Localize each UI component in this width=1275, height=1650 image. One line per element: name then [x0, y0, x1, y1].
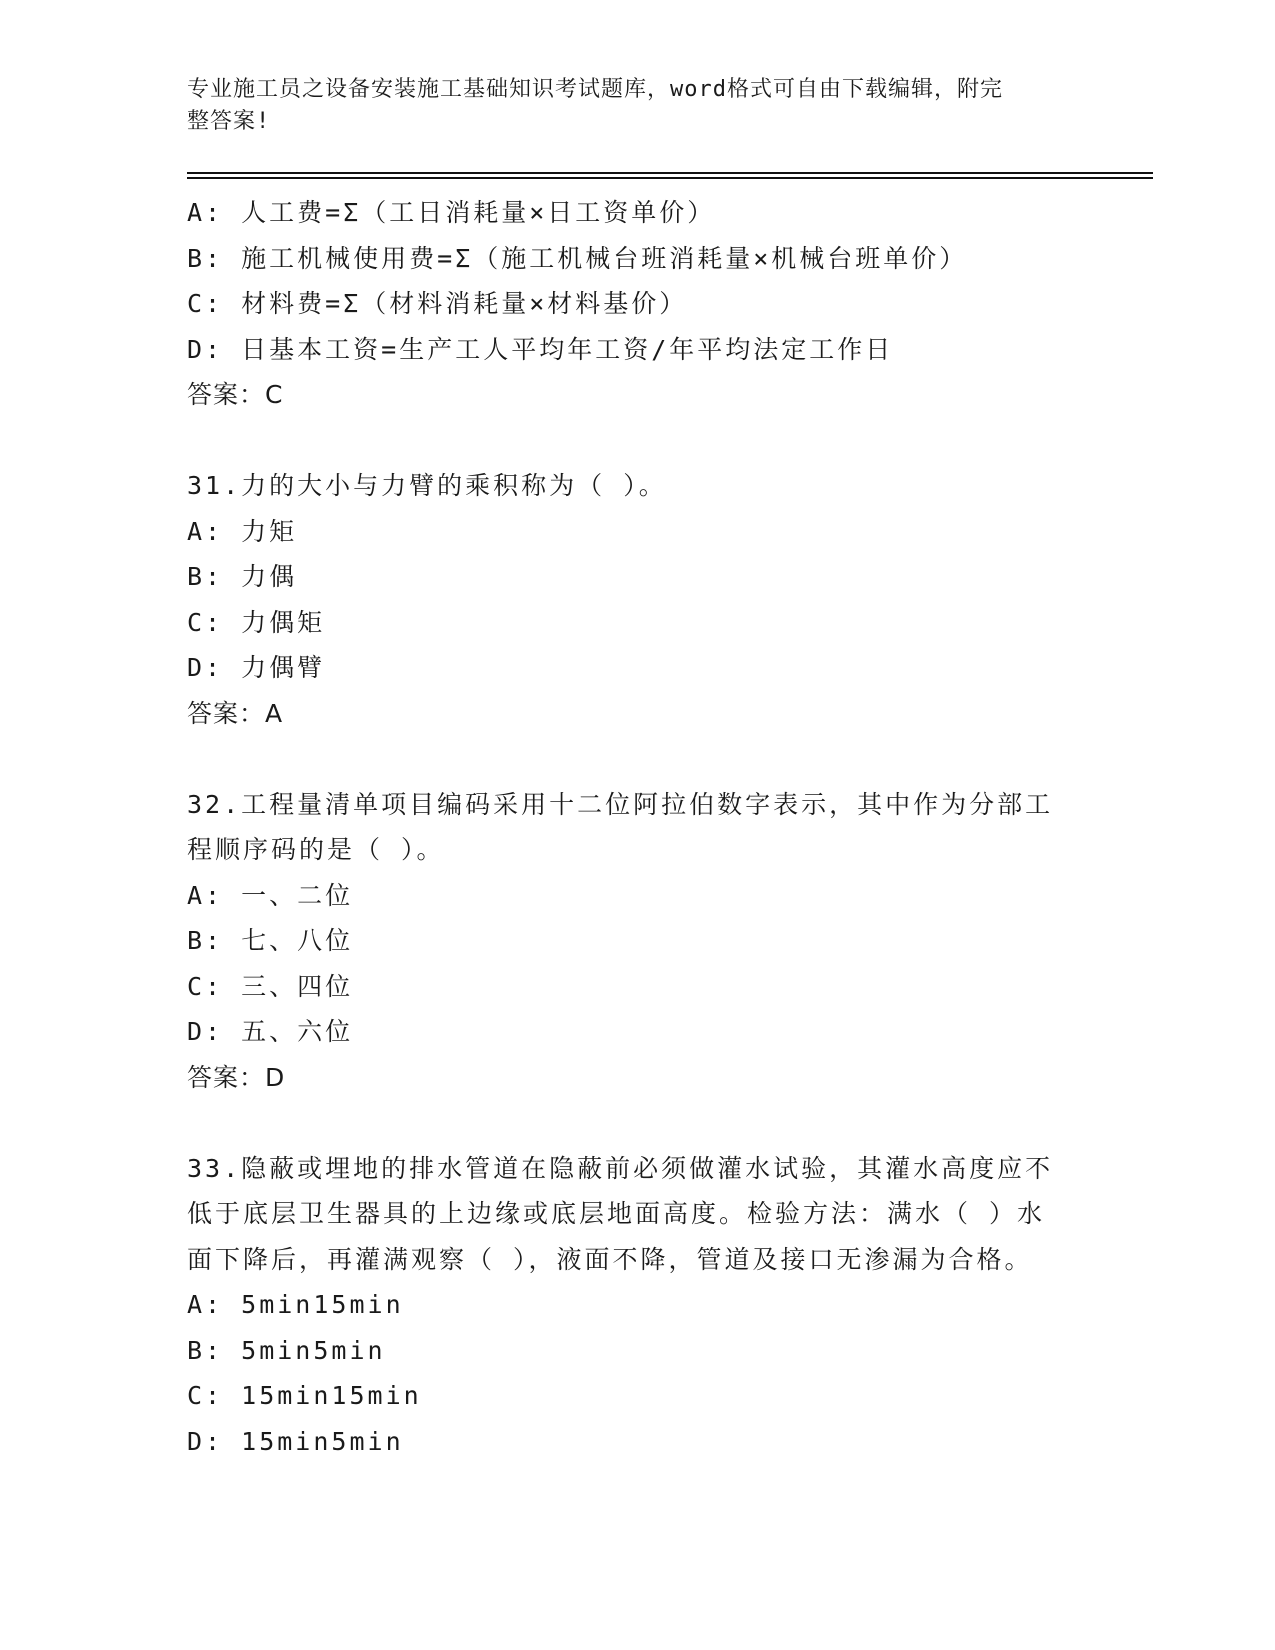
question-stem: 低于底层卫生器具的上边缘或底层地面高度。检验方法：满水（ ）水	[187, 1199, 1046, 1228]
question-stem: 31.力的大小与力臂的乘积称为（ ）。	[187, 471, 667, 500]
question-stem: 面下降后，再灌满观察（ ），液面不降，管道及接口无渗漏为合格。	[187, 1244, 1033, 1274]
header-rule-bottom	[187, 177, 1153, 179]
question-31	[187, 463, 1087, 736]
question-stem: 33.隐蔽或埋地的排水管道在隐蔽前必须做灌水试验，其灌水高度应不	[187, 1153, 1054, 1183]
document-header	[187, 74, 1067, 138]
question-32	[187, 782, 1087, 1101]
answer-line: 答案：D	[187, 1062, 286, 1092]
option-d: D: 五、六位	[187, 1017, 354, 1046]
option-a: A: 一、二位	[187, 880, 354, 910]
spacer	[187, 418, 1087, 464]
option-a: A: 力矩	[187, 516, 298, 546]
option-a: A: 人工费=Σ（工日消耗量×日工资单价）	[187, 198, 716, 227]
answer-line: 答案：A	[187, 698, 284, 728]
option-b: B: 5min5min	[187, 1335, 386, 1365]
question-33	[187, 1146, 1087, 1465]
option-a: A: 5min15min	[187, 1290, 404, 1319]
option-b: B: 施工机械使用费=Σ（施工机械台班消耗量×机械台班单价）	[187, 243, 968, 273]
option-c: C: 三、四位	[187, 971, 354, 1001]
option-b: B: 力偶	[187, 562, 298, 591]
prev-question	[187, 190, 1087, 418]
answer-line: 答案：C	[187, 380, 284, 409]
header-line-2: 整答案!	[187, 109, 271, 134]
question-content	[187, 190, 1087, 1464]
header-rule-top	[187, 172, 1153, 174]
option-d: D: 日基本工资=生产工人平均年工资/年平均法定工作日	[187, 334, 894, 364]
option-c: C: 力偶矩	[187, 607, 326, 637]
header-line-1: 专业施工员之设备安装施工基础知识考试题库，word格式可自由下载编辑，附完	[187, 77, 1003, 102]
question-stem: 32.工程量清单项目编码采用十二位阿拉伯数字表示，其中作为分部工	[187, 789, 1054, 819]
option-d: D: 力偶臂	[187, 653, 326, 682]
option-d: D: 15min5min	[187, 1426, 404, 1456]
option-b: B: 七、八位	[187, 926, 354, 955]
option-c: C: 15min15min	[187, 1381, 422, 1410]
option-c: C: 材料费=Σ（材料消耗量×材料基价）	[187, 289, 688, 318]
question-stem: 程顺序码的是（ ）。	[187, 835, 445, 864]
spacer	[187, 1100, 1087, 1146]
spacer	[187, 736, 1087, 782]
